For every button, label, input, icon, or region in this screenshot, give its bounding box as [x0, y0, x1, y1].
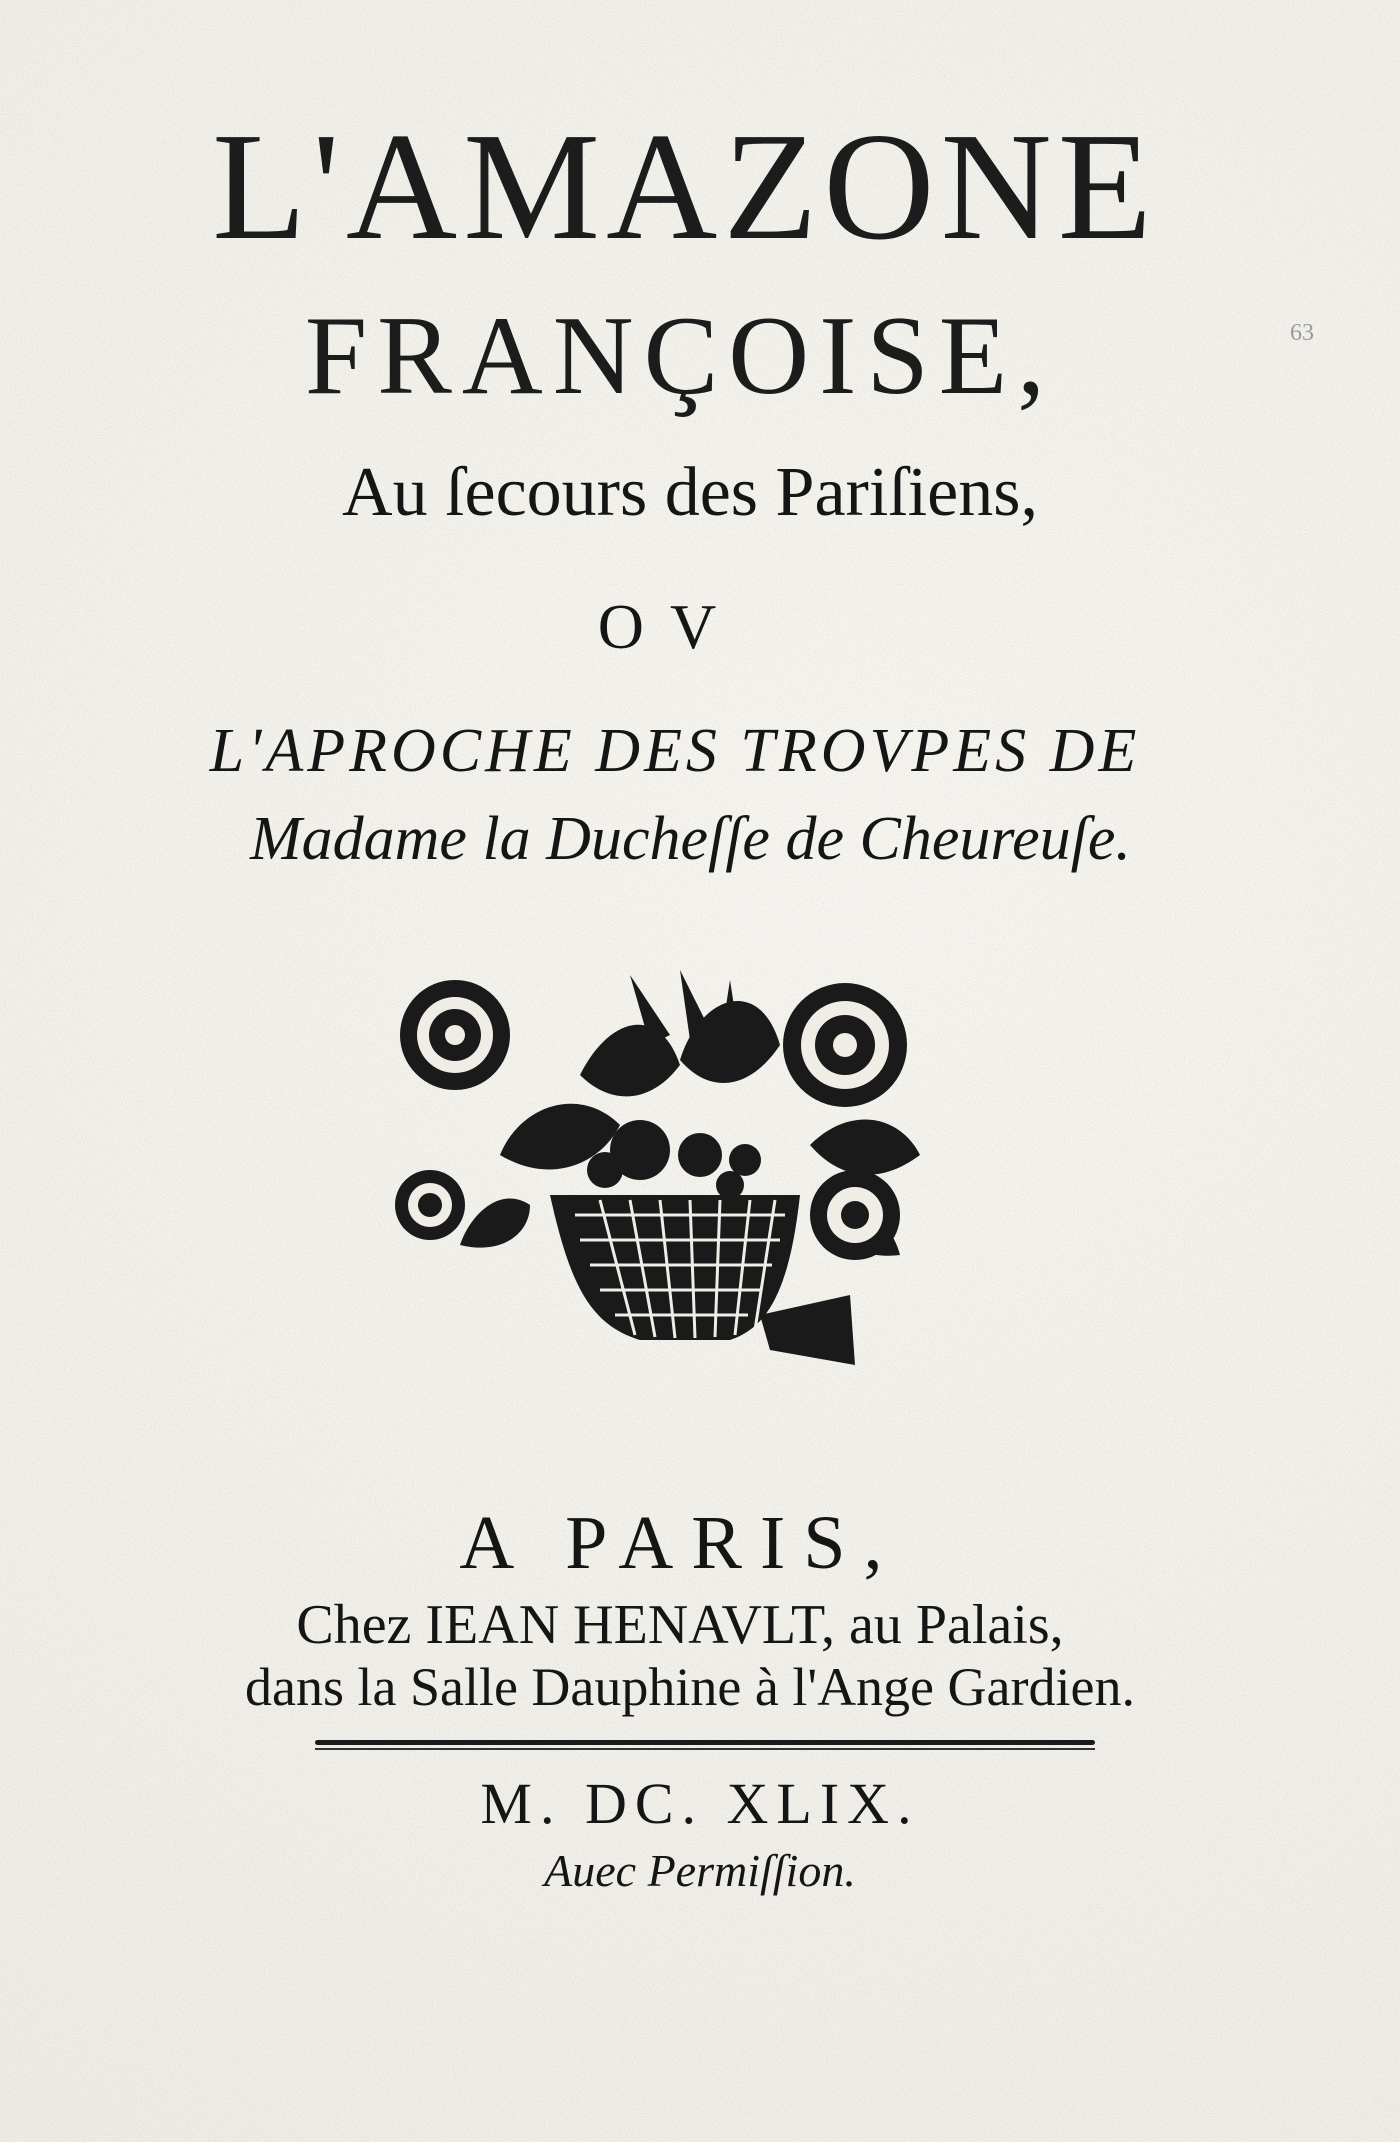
title-line-2: FRANÇOISE, — [304, 294, 1056, 418]
subtitle: Au ſecours des Pariſiens, — [342, 454, 1038, 531]
imprint-printer-line-2: dans la Salle Dauphine à l'Ange Gardien. — [245, 1657, 1135, 1717]
imprint-place: A PARIS, — [459, 1501, 901, 1585]
imprint-rule — [315, 1740, 1095, 1745]
imprint-permission: Auec Permiſſion. — [544, 1845, 856, 1896]
imprint-date: M. DC. XLIX. — [480, 1771, 920, 1836]
flower-basket-woodcut-icon — [380, 955, 950, 1380]
imprint-printer-line-1: Chez IEAN HENAVLT, au Palais, — [296, 1594, 1064, 1656]
alternative-title-line-2: Madame la Ducheſſe de Cheureuſe. — [250, 805, 1131, 873]
title-line-1: L'AMAZONE — [212, 102, 1158, 272]
margin-page-number: 63 — [1290, 320, 1314, 346]
alternative-title-line-1: L'APROCHE DES TROVPES DE — [209, 717, 1141, 785]
imprint-rule-thin — [315, 1748, 1095, 1750]
conjunction: OV — [597, 591, 743, 662]
